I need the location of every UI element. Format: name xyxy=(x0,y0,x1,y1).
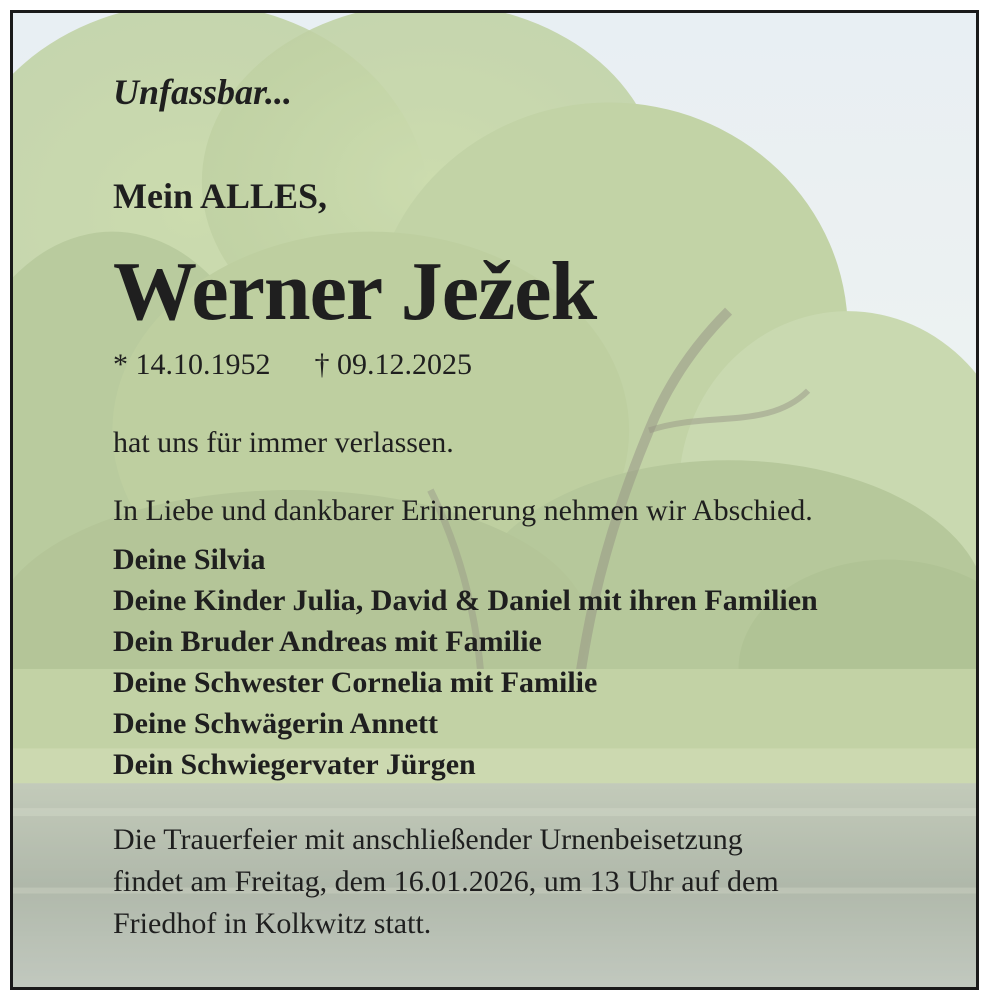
funeral-info xyxy=(113,819,779,945)
death-date: † 09.12.2025 xyxy=(314,348,472,381)
notice-text xyxy=(13,13,976,987)
mourner-line: Deine Kinder Julia, David & Daniel mit ihren Familien xyxy=(113,584,818,617)
deceased-name: Werner Ježek xyxy=(113,245,597,338)
mourner-line: Dein Schwiegervater Jürgen xyxy=(113,748,476,781)
funeral-line: findet am Freitag, dem 16.01.2026, um 13 Uhr auf dem xyxy=(113,865,779,898)
birth-date: * 14.10.1952 xyxy=(113,348,271,381)
mourner-line: Deine Silvia xyxy=(113,543,266,576)
intro-text: Unfassbar... xyxy=(113,72,293,112)
mourner-line: Deine Schwester Cornelia mit Familie xyxy=(113,666,598,699)
salutation: Mein ALLES, xyxy=(113,176,328,216)
passing-message: hat uns für immer verlassen. xyxy=(113,426,454,459)
life-dates xyxy=(113,348,472,382)
funeral-line: Friedhof in Kolkwitz statt. xyxy=(113,907,432,940)
farewell-text: In Liebe und dankbarer Erinnerung nehmen wir Abschied. xyxy=(113,494,813,527)
mourner-line: Dein Bruder Andreas mit Familie xyxy=(113,625,542,658)
funeral-line: Die Trauerfeier mit anschließender Urnenbeisetzung xyxy=(113,823,743,856)
notice-frame xyxy=(10,10,979,990)
mourner-line: Deine Schwägerin Annett xyxy=(113,707,438,740)
mourners-list xyxy=(113,539,818,785)
